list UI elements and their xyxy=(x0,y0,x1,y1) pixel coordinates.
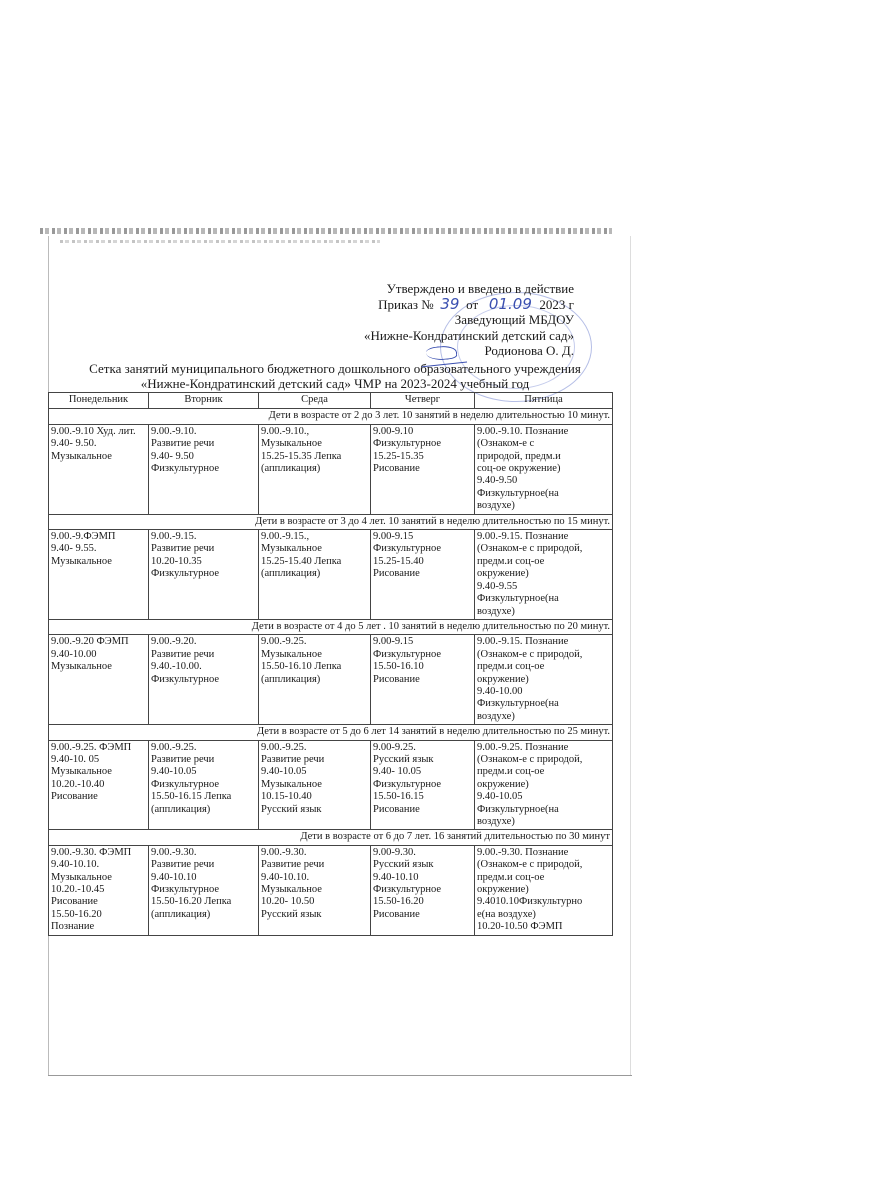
lesson-line: 15.50-16.10 xyxy=(373,661,424,673)
lesson-line: Физкультурное(на xyxy=(477,487,559,499)
schedule-table xyxy=(48,392,613,936)
lesson-line: Музыкальное xyxy=(51,766,112,778)
schedule-cell xyxy=(149,845,259,935)
age-group-row xyxy=(49,725,613,740)
lesson-line: (аппликация) xyxy=(261,673,321,685)
lesson-line: 9.00-9.10 xyxy=(373,425,414,437)
lesson-line: (аппликация) xyxy=(151,908,211,920)
lesson-line: Развитие речи xyxy=(151,438,215,450)
lesson-line: е(на воздухе) xyxy=(477,908,536,920)
lesson-line: 9.00-9.25. xyxy=(373,741,416,753)
lesson-line: воздухе) xyxy=(477,605,515,617)
lesson-line: 9.40-10.05 xyxy=(477,791,523,803)
lesson-line: 15.50-16.20 xyxy=(373,896,424,908)
lesson-line: Физкультурное(на xyxy=(477,593,559,605)
lesson-line: 15.50-16.10 Лепка xyxy=(261,661,342,673)
table-row xyxy=(49,424,613,514)
lesson-line: воздухе) xyxy=(477,710,515,722)
lesson-line: Музыкальное xyxy=(261,543,322,555)
order-prefix: Приказ № xyxy=(378,296,434,312)
lesson-line: 9.4010.10Физкультурно xyxy=(477,896,583,908)
lesson-line: 9.40-10.10 xyxy=(151,871,197,883)
lesson-line: 9.40-10.05 xyxy=(261,766,307,778)
lesson-line: 15.25-15.40 Лепка xyxy=(261,555,342,567)
lesson-line: 9.00.-9.25. ФЭМП xyxy=(51,741,132,753)
lesson-line: 9.00.-9.10. xyxy=(151,425,197,437)
order-year: 2023 г xyxy=(539,296,574,312)
lesson-line: Русский язык xyxy=(373,859,434,871)
lesson-line: Развитие речи xyxy=(151,648,215,660)
age-group-row xyxy=(49,409,613,424)
schedule-cell xyxy=(49,530,149,620)
lesson-line: 15.50-16.20 xyxy=(51,908,102,920)
schedule-cell xyxy=(475,740,613,830)
lesson-line: Физкультурное(на xyxy=(477,698,559,710)
lesson-line: Физкультурное xyxy=(373,778,442,790)
lesson-line: 9.00.-9.10., xyxy=(261,425,310,437)
lesson-line: 15.25-15.35 Лепка xyxy=(261,450,342,462)
table-row xyxy=(49,845,613,935)
lesson-line: 9.00.-9.15. Познание xyxy=(477,531,569,543)
order-from: от xyxy=(466,296,479,312)
page-edge xyxy=(630,236,631,1076)
lesson-line: Развитие речи xyxy=(261,753,325,765)
lesson-line: 9.00.-9.25. xyxy=(261,636,307,648)
lesson-line: воздухе) xyxy=(477,816,515,827)
lesson-line: 9.00.-9.15. Познание xyxy=(477,636,569,648)
lesson-line: предм.и соц-ое xyxy=(477,766,545,778)
head-name: Родионова О. Д. xyxy=(484,343,574,358)
age-group-title: Дети в возрасте от 6 до 7 лет. 16 занятий длительностью по 30 минут xyxy=(49,830,613,845)
lesson-line: предм.и соц-ое xyxy=(477,871,545,883)
lesson-line: 10.20- 10.50 xyxy=(261,896,315,908)
lesson-line: 9.00.-9.10. Познание xyxy=(477,425,569,437)
schedule-cell xyxy=(149,530,259,620)
lesson-line: Познание xyxy=(51,921,95,933)
lesson-line: 9.40-10.05 xyxy=(151,766,197,778)
lesson-line: Музыкальное xyxy=(261,648,322,660)
lesson-line: (Ознаком-е с природой, xyxy=(477,543,583,555)
lesson-line: 9.40-9.55 xyxy=(477,580,518,592)
head-position: Заведующий МБДОУ xyxy=(454,312,574,327)
schedule-cell xyxy=(149,424,259,514)
lesson-line: 10.20-10.35 xyxy=(151,555,202,567)
lesson-line: 9.00.-9.30. Познание xyxy=(477,846,569,858)
column-header: Среда xyxy=(259,393,371,409)
column-header: Пятница xyxy=(475,393,613,409)
lesson-line: природой, предм.и xyxy=(477,450,561,462)
lesson-line: Физкультурное xyxy=(151,778,220,790)
lesson-line: (аппликация) xyxy=(261,463,321,475)
lesson-line: (Ознаком-е с природой, xyxy=(477,753,583,765)
lesson-line: 9.40- 10.05 xyxy=(373,766,422,778)
lesson-line: Физкультурное xyxy=(373,438,442,450)
lesson-line: (Ознаком-е с природой, xyxy=(477,859,583,871)
order-number: 39 xyxy=(440,294,460,313)
lesson-line: Физкультурное xyxy=(151,568,220,580)
lesson-line: 15.50-16.20 Лепка xyxy=(151,896,232,908)
lesson-line: 9.40- 9.50 xyxy=(151,450,194,462)
lesson-line: Развитие речи xyxy=(261,859,325,871)
lesson-line: соц-ое окружение) xyxy=(477,463,561,475)
age-group-row xyxy=(49,514,613,529)
lesson-line: 9.00.-9.10 Худ. лит. xyxy=(51,425,136,437)
lesson-line: Музыкальное xyxy=(261,884,322,896)
lesson-line: 9.40-10. 05 xyxy=(51,753,100,765)
lesson-line: Музыкальное xyxy=(51,661,112,673)
lesson-line: 15.25-15.40 xyxy=(373,555,424,567)
lesson-line: Физкультурное xyxy=(151,463,220,475)
lesson-line: 9.40.-10.00. xyxy=(151,661,202,673)
schedule-cell xyxy=(259,530,371,620)
lesson-line: воздухе) xyxy=(477,500,515,512)
page-edge xyxy=(48,1075,632,1076)
schedule-cell xyxy=(371,530,475,620)
lesson-line: Русский язык xyxy=(261,803,322,815)
schedule-cell xyxy=(149,740,259,830)
table-row xyxy=(49,740,613,830)
lesson-line: 9.40-10.10. xyxy=(51,859,100,871)
lesson-line: 9.40-10.10 xyxy=(373,871,419,883)
lesson-line: 9.00.-9.20. xyxy=(151,636,197,648)
age-group-row xyxy=(49,619,613,634)
lesson-line: Музыкальное xyxy=(51,871,112,883)
schedule-cell xyxy=(371,424,475,514)
lesson-line: Развитие речи xyxy=(151,859,215,871)
schedule-cell xyxy=(49,740,149,830)
lesson-line: предм.и соц-ое xyxy=(477,555,545,567)
order-date: 01.09 xyxy=(488,294,532,313)
lesson-line: Рисование xyxy=(373,568,420,580)
approval-block xyxy=(364,281,574,359)
order-line xyxy=(364,294,574,313)
lesson-line: Рисование xyxy=(373,908,420,920)
lesson-line: Физкультурное xyxy=(373,884,442,896)
schedule-cell xyxy=(371,740,475,830)
lesson-line: (аппликация) xyxy=(151,803,211,815)
lesson-line: 9.40-10.00 xyxy=(51,648,97,660)
lesson-line: Физкультурное xyxy=(373,648,442,660)
lesson-line: 9.00.-9.20 ФЭМП xyxy=(51,636,129,648)
lesson-line: Физкультурное xyxy=(151,884,220,896)
lesson-line: Рисование xyxy=(373,463,420,475)
schedule-cell xyxy=(371,635,475,725)
lesson-line: 9.00.-9.25. xyxy=(261,741,307,753)
doc-subtitle: «Нижне-Кондратинский детский сад» ЧМР на 2023-2024 учебный год xyxy=(140,376,530,391)
lesson-line: 9.00.-9.15. xyxy=(151,531,197,543)
lesson-line: 9.40- 9.50. xyxy=(51,438,97,450)
lesson-line: 9.00.-9.30. xyxy=(261,846,307,858)
schedule-cell xyxy=(259,424,371,514)
lesson-line: Музыкальное xyxy=(51,555,112,567)
lesson-line: окружение) xyxy=(477,778,529,790)
schedule-cell xyxy=(475,530,613,620)
table-header-row xyxy=(49,393,613,409)
scan-artifact xyxy=(60,240,380,243)
lesson-line: Рисование xyxy=(373,803,420,815)
column-header: Четверг xyxy=(371,393,475,409)
lesson-line: 15.50-16.15 Лепка xyxy=(151,791,232,803)
lesson-line: 10.20-10.50 ФЭМП xyxy=(477,921,563,933)
lesson-line: Рисование xyxy=(373,673,420,685)
institution-name: «Нижне-Кондратинский детский сад» xyxy=(363,327,574,343)
age-group-title: Дети в возрасте от 2 до 3 лет. 10 занятий в неделю длительностью 10 минут. xyxy=(49,409,613,424)
lesson-line: Рисование xyxy=(51,791,98,803)
lesson-line: окружение) xyxy=(477,568,529,580)
column-header: Вторник xyxy=(149,393,259,409)
lesson-line: (аппликация) xyxy=(261,568,321,580)
schedule-cell xyxy=(475,635,613,725)
lesson-line: 9.00.-9.30. ФЭМП xyxy=(51,846,132,858)
lesson-line: 9.40-10.00 xyxy=(477,685,523,697)
scan-artifact xyxy=(40,228,612,234)
lesson-line: 9.40- 9.55. xyxy=(51,543,97,555)
schedule-cell xyxy=(259,740,371,830)
lesson-line: Развитие речи xyxy=(151,543,215,555)
lesson-line: 9.00.-9.25. xyxy=(151,741,197,753)
lesson-line: Развитие речи xyxy=(151,753,215,765)
lesson-line: Физкультурное(на xyxy=(477,803,559,815)
schedule-cell xyxy=(259,845,371,935)
lesson-line: 10.15-10.40 xyxy=(261,791,312,803)
lesson-line: 15.50-16.15 xyxy=(373,791,424,803)
lesson-line: Русский язык xyxy=(261,908,322,920)
lesson-line: 9.00-9.15 xyxy=(373,636,414,648)
age-group-title: Дети в возрасте от 4 до 5 лет . 10 занятий в неделю длительностью по 20 минут. xyxy=(49,619,613,634)
lesson-line: предм.и соц-ое xyxy=(477,661,545,673)
schedule-cell xyxy=(259,635,371,725)
lesson-line: Русский язык xyxy=(373,753,434,765)
approval-title: Утверждено и введено в действие xyxy=(386,281,574,296)
schedule-cell xyxy=(475,424,613,514)
schedule-cell xyxy=(475,845,613,935)
schedule-cell xyxy=(49,424,149,514)
lesson-line: 9.00.-9.25. Познание xyxy=(477,741,569,753)
lesson-line: Рисование xyxy=(51,896,98,908)
table-row xyxy=(49,530,613,620)
age-group-title: Дети в возрасте от 3 до 4 лет. 10 занятий в неделю длительностью по 15 минут. xyxy=(49,514,613,529)
lesson-line: 9.00-9.30. xyxy=(373,846,416,858)
age-group-title: Дети в возрасте от 5 до 6 лет 14 занятий в неделю длительностью по 25 минут. xyxy=(49,725,613,740)
lesson-line: (Ознаком-е с xyxy=(477,438,535,450)
lesson-line: 9.00.-9.ФЭМП xyxy=(51,531,116,543)
lesson-line: 9.00-9.15 xyxy=(373,531,414,543)
schedule-cell xyxy=(371,845,475,935)
lesson-line: 10.20.-10.45 xyxy=(51,884,105,896)
schedule-cell xyxy=(49,845,149,935)
schedule-cell xyxy=(149,635,259,725)
lesson-line: (Ознаком-е с природой, xyxy=(477,648,583,660)
lesson-line: Музыкальное xyxy=(51,450,112,462)
age-group-row xyxy=(49,830,613,845)
lesson-line: 10.20.-10.40 xyxy=(51,778,105,790)
lesson-line: Музыкальное xyxy=(261,438,322,450)
lesson-line: 15.25-15.35 xyxy=(373,450,424,462)
lesson-line: 9.40-10.10. xyxy=(261,871,310,883)
lesson-line: Физкультурное xyxy=(373,543,442,555)
lesson-line: 9.00.-9.30. xyxy=(151,846,197,858)
lesson-line: Музыкальное xyxy=(261,778,322,790)
lesson-line: 9.00.-9.15., xyxy=(261,531,310,543)
lesson-line: окружение) xyxy=(477,884,529,896)
schedule-cell xyxy=(49,635,149,725)
lesson-line: окружение) xyxy=(477,673,529,685)
lesson-line: 9.40-9.50 xyxy=(477,475,518,487)
lesson-line: Физкультурное xyxy=(151,673,220,685)
table-row xyxy=(49,635,613,725)
doc-title: Сетка занятий муниципального бюджетного дошкольного образовательного учреждения xyxy=(89,361,581,376)
column-header: Понедельник xyxy=(49,393,149,409)
